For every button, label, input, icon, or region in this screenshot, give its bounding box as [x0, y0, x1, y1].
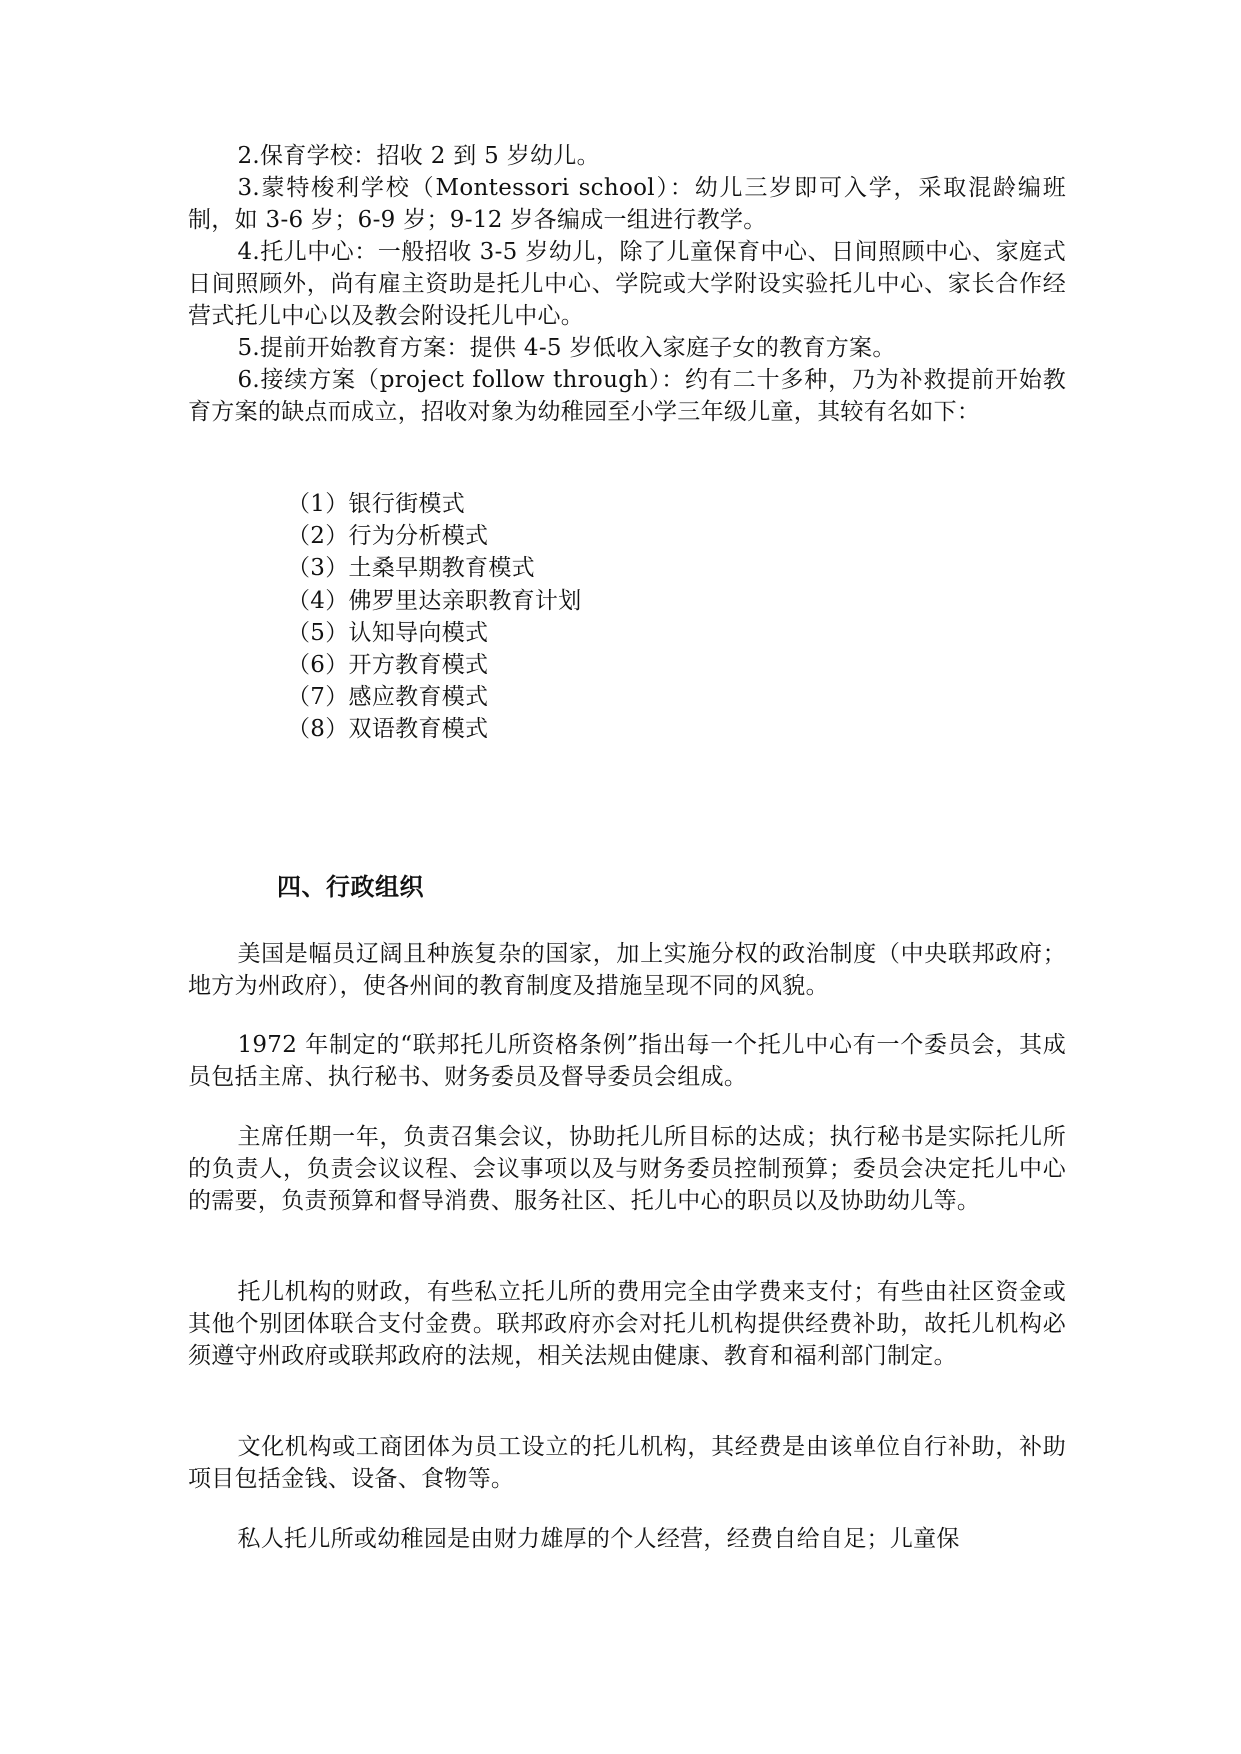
admin-paragraph [188, 1523, 1066, 1555]
program-item-head-start: 5.提前开始教育方案：提供 4-5 岁低收入家庭子女的教育方案。 [237, 335, 896, 361]
program-item-daycare-center: 4.托儿中心：一般招收 3-5 岁幼儿，除了儿童保育中心、日间照顾中心、家庭式日间照顾外，尚有雇主资助是托儿中心、学院或大学附设实验托儿中心、家长合作经营式托儿中心以及教会附设托儿中心。 [188, 239, 1066, 329]
list-item: （5）认知导向模式 [287, 619, 489, 646]
paragraph-text: 1972 年制定的“联邦托儿所资格条例”指出每一个托儿中心有一个委员会，其成员包括主席、执行秘书、财务委员及督导委员会组成。 [188, 1032, 1066, 1090]
paragraph-text: 文化机构或工商团体为员工设立的托儿机构，其经费是由该单位自行补助，补助项目包括金钱、设备、食物等。 [188, 1434, 1066, 1492]
list-item: （3）土桑早期教育模式 [287, 555, 535, 582]
list-item: （4）佛罗里达亲职教育计划 [287, 587, 582, 614]
list-item: （8）双语教育模式 [287, 716, 489, 743]
program-item-nursery-school: 2.保育学校：招收 2 到 5 岁幼儿。 [237, 143, 600, 169]
admin-paragraph [188, 1029, 1066, 1093]
paragraph-text: 主席任期一年，负责召集会议，协助托儿所目标的达成；执行秘书是实际托儿所的负责人，负责会议议程、会议事项以及与财务委员控制预算；委员会决定托儿中心的需要，负责预算和督导消费、服务社区、托儿中心的职员以及协助幼儿等。 [188, 1124, 1066, 1214]
program-item-montessori: 3.蒙特梭利学校（Montessori school）：幼儿三岁即可入学，采取混龄编班制，如 3-6 岁；6-9 岁；9-12 岁各编成一组进行教学。 [188, 175, 1066, 233]
list-item: （1）银行街模式 [287, 491, 466, 517]
admin-paragraph [188, 1121, 1066, 1217]
paragraph-text: 托儿机构的财政，有些私立托儿所的费用完全由学费来支付；有些由社区资金或其他个别团体联合支付金费。联邦政府亦会对托儿机构提供经费补助，故托儿机构必须遵守州政府或联邦政府的法规，相关法规由健康、教育和福利部门制定。 [188, 1279, 1066, 1369]
admin-paragraph [188, 938, 1066, 1002]
program-item-follow-through: 6.接续方案（project follow through）：约有二十多种，乃为补救提前开始教育方案的缺点而成立，招收对象为幼稚园至小学三年级儿童，其较有名如下： [188, 367, 1066, 425]
program-types-section [188, 140, 1066, 428]
section-heading: 四、行政组织 [277, 873, 424, 901]
paragraph-text: 私人托儿所或幼稚园是由财力雄厚的个人经营，经费自给自足；儿童保 [237, 1526, 960, 1552]
list-item: （7）感应教育模式 [287, 684, 489, 711]
list-item: （2）行为分析模式 [287, 523, 489, 550]
admin-paragraph [188, 1276, 1066, 1372]
models-list [287, 488, 987, 746]
admin-paragraph [188, 1431, 1066, 1495]
list-item: （6）开方教育模式 [287, 652, 489, 679]
paragraph-text: 美国是幅员辽阔且种族复杂的国家，加上实施分权的政治制度（中央联邦政府；地方为州政府），使各州间的教育制度及措施呈现不同的风貌。 [188, 941, 1066, 999]
